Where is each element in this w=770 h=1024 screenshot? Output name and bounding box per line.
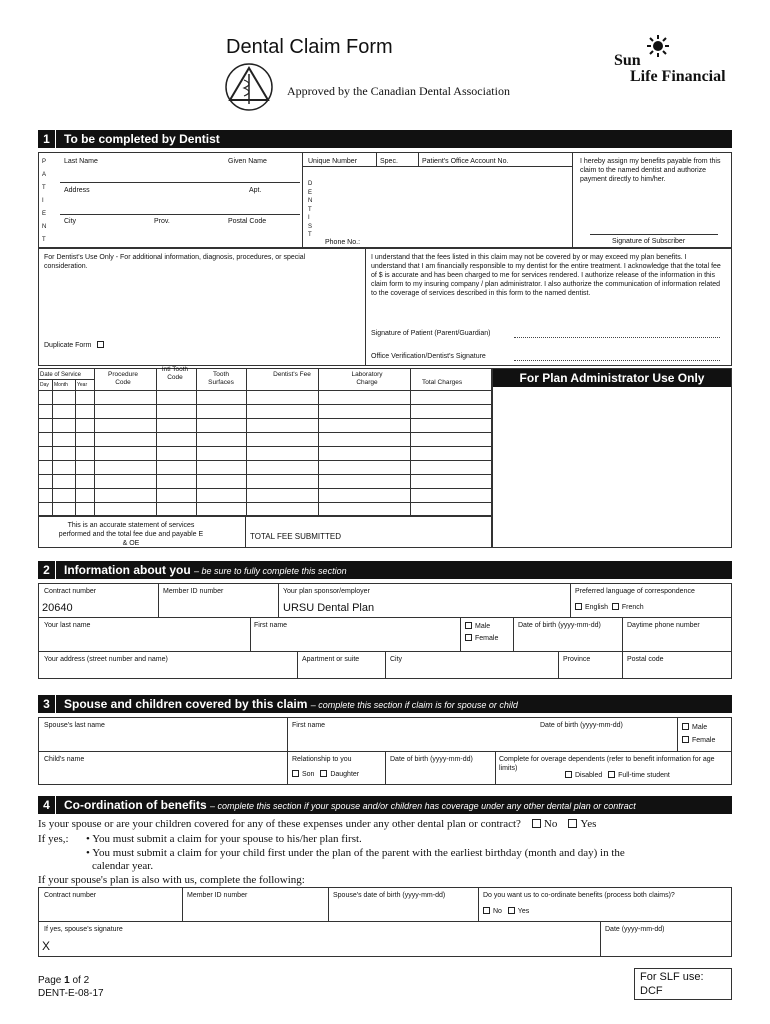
- label-total-fee-submitted: TOTAL FEE SUBMITTED: [250, 532, 341, 541]
- form-code: DENT-E-08-17: [38, 988, 104, 999]
- daughter-checkbox[interactable]: [320, 770, 327, 777]
- section-number: 4: [38, 796, 56, 814]
- label-province: Province: [563, 656, 591, 663]
- dentist-use-text: For Dentist's Use Only - For additional information, diagnosis, procedures, or special consideration.: [44, 254, 306, 270]
- col-intl-tooth-code: Intl Tooth Code: [161, 366, 189, 381]
- label-apt: Apt.: [249, 187, 262, 194]
- label-plan-sponsor: Your plan sponsor/employer: [283, 588, 370, 595]
- label-last-name: Last Name: [64, 158, 98, 165]
- section-title: Spouse and children covered by this claim – complete this section if claim is for spouse or child: [64, 697, 518, 711]
- label-contract-number: Contract number: [44, 588, 97, 595]
- section-1-header: [38, 130, 732, 148]
- approved-line: Approved by the Canadian Dental Association: [287, 84, 510, 98]
- label-apartment: Apartment or suite: [302, 656, 360, 663]
- label-signature-patient: Signature of Patient (Parent/Guardian): [371, 330, 491, 337]
- bullet-child: • You must submit a claim for your child first under the plan of the parent with the earliest birthday (month and day) in the: [86, 847, 625, 859]
- coord-benefits-no-checkbox[interactable]: [483, 907, 490, 914]
- english-checkbox[interactable]: [575, 603, 582, 610]
- label-dentist-phone: Phone No.:: [325, 239, 361, 246]
- label-city-2: City: [390, 656, 403, 663]
- label-office-verification: Office Verification/Dentist's Signature: [371, 353, 486, 360]
- col-lab-charge: Laboratory Charge: [351, 371, 383, 386]
- label-address: Address: [64, 187, 90, 194]
- label-s4-contract: Contract number: [44, 892, 97, 899]
- spouse-female-checkbox[interactable]: [682, 736, 689, 743]
- label-relationship: Relationship to you: [292, 756, 352, 763]
- label-coord-benefits: Do you want us to co-ordinate benefits (process both claims)?: [483, 892, 675, 899]
- label-spec: Spec.: [380, 158, 398, 165]
- dentist-letters: D E N T I S T: [308, 181, 313, 238]
- contract-number-value[interactable]: 20640: [42, 602, 73, 614]
- overage-options: Disabled Full-time student: [565, 771, 670, 780]
- spouse-gender-options: Male Female: [682, 721, 715, 747]
- coordination-question: Is your spouse or are your children covered for any of these expenses under any other dental plan or contract? No Yes: [38, 818, 597, 830]
- label-member-id: Member ID number: [163, 588, 224, 595]
- office-verification-line[interactable]: [514, 360, 720, 361]
- french-checkbox[interactable]: [612, 603, 619, 610]
- gender-options: Male Female: [465, 621, 498, 645]
- col-year: Year: [77, 382, 88, 388]
- plan-sponsor-value[interactable]: URSU Dental Plan: [283, 602, 375, 614]
- label-duplicate-form: Duplicate Form: [44, 341, 107, 350]
- son-checkbox[interactable]: [292, 770, 299, 777]
- plan-admin-header: For Plan Administrator Use Only: [493, 369, 731, 387]
- label-prov: Prov.: [154, 218, 170, 225]
- female-checkbox[interactable]: [465, 634, 472, 641]
- also-with-us: If your spouse's plan is also with us, complete the following:: [38, 874, 305, 886]
- label-your-address: Your address (street number and name): [44, 656, 168, 663]
- section-number: 2: [38, 561, 56, 579]
- col-date-service: Date of Service: [40, 372, 82, 378]
- col-total-charges: Total Charges: [422, 379, 463, 386]
- spouse-male-checkbox[interactable]: [682, 723, 689, 730]
- male-checkbox[interactable]: [465, 622, 472, 629]
- label-signature-subscriber: Signature of Subscriber: [612, 238, 686, 245]
- section-title: Co-ordination of benefits – complete this section if your spouse and/or children has coverage under any other dental plan or contract: [64, 798, 636, 812]
- relationship-options: Son Daughter: [292, 770, 359, 779]
- col-procedure-code: Procedure Code: [108, 371, 138, 386]
- bullet-spouse: • You must submit a claim for your spouse to his/her plan first.: [86, 833, 362, 845]
- col-day: Day: [40, 382, 49, 388]
- col-tooth-surfaces: Tooth Surfaces: [208, 371, 234, 386]
- col-dentists-fee: Dentist's Fee: [273, 371, 311, 378]
- label-postal-code: Postal Code: [228, 218, 267, 225]
- sun-logo-icon: [646, 34, 670, 58]
- label-unique-number: Unique Number: [308, 158, 358, 165]
- label-your-last-name: Your last name: [44, 622, 91, 629]
- label-dob: Date of birth (yyyy-mm-dd): [518, 622, 601, 629]
- disabled-checkbox[interactable]: [565, 771, 572, 778]
- section-title: Information about you – be sure to fully complete this section: [64, 563, 347, 577]
- label-given-name: Given Name: [228, 158, 267, 165]
- section-number: 3: [38, 695, 56, 713]
- section-2-header: [38, 561, 732, 579]
- label-spouse-last-name: Spouse's last name: [44, 722, 105, 729]
- coord-no-checkbox[interactable]: [532, 819, 541, 828]
- label-spouse-dob-2: Spouse's date of birth (yyyy-mm-dd): [333, 892, 446, 899]
- section-title: To be completed by Dentist: [64, 132, 220, 146]
- spouse-signature-x[interactable]: X: [42, 939, 51, 953]
- coord-benefits-yes-checkbox[interactable]: [508, 907, 515, 914]
- label-date: Date (yyyy-mm-dd): [605, 926, 665, 933]
- signature-patient-line[interactable]: [514, 337, 720, 338]
- logo-sun: Sun: [614, 52, 641, 69]
- col-month: Month: [54, 382, 68, 388]
- coord-options: No Yes: [483, 907, 529, 916]
- label-office-account: Patient's Office Account No.: [422, 158, 509, 165]
- label-daytime-phone: Daytime phone number: [627, 622, 700, 629]
- cda-emblem-icon: [224, 62, 274, 112]
- plan-admin-box: [492, 368, 732, 548]
- full-time-student-checkbox[interactable]: [608, 771, 615, 778]
- form-title: Dental Claim Form: [226, 36, 393, 58]
- label-s4-member: Member ID number: [187, 892, 248, 899]
- label-child-name: Child's name: [44, 756, 85, 763]
- label-first-name: First name: [254, 622, 288, 629]
- patient-letters: P A T I E N T: [42, 159, 47, 243]
- section-number: 1: [38, 130, 56, 148]
- label-spouse-first-name: First name: [292, 722, 326, 729]
- assign-text: I hereby assign my benefits payable from this claim to the named dentist and authorize payment directly to him/her.: [580, 158, 721, 183]
- label-child-dob: Date of birth (yyyy-mm-dd): [390, 756, 473, 763]
- label-spouse-dob: Date of birth (yyyy-mm-dd): [540, 722, 623, 729]
- label-city: City: [64, 218, 77, 225]
- label-preferred-language: Preferred language of correspondence: [575, 588, 695, 595]
- language-options: English French: [575, 603, 644, 612]
- section-4-header: [38, 796, 732, 814]
- duplicate-form-checkbox[interactable]: [97, 341, 104, 348]
- label-spouse-signature: If yes, spouse's signature: [44, 926, 123, 933]
- bullet-child-cont: calendar year.: [92, 860, 154, 872]
- label-postal-code-2: Postal code: [627, 656, 664, 663]
- label-overage: Complete for overage dependents (refer to benefit information for age limits): [499, 756, 715, 772]
- slf-dcf: DCF: [640, 985, 663, 997]
- page-number: Page 1 of 2: [38, 975, 90, 986]
- accurate-statement: This is an accurate statement of services performed and the total fee due and payable E & OE: [58, 522, 204, 547]
- section-3-header: [38, 695, 732, 713]
- understand-text: I understand that the fees listed in this claim may not be covered by or may exceed my plan benefits. I understand that I am financially responsible to my dentist for the entire treatment. I acknowledge that the total fee of $ is accurate and has been charged to me for services rendered. I authorize release of the information in this claim form to my insuring company / plan administrator. I also authorize the communication of information related to the coverage of services described in this form to the named dentist.: [371, 254, 721, 297]
- slf-use-label: For SLF use:: [640, 971, 704, 983]
- if-yes-label: If yes,:: [38, 833, 69, 845]
- coord-yes-checkbox[interactable]: [568, 819, 577, 828]
- logo-life-financial: Life Financial: [630, 68, 726, 85]
